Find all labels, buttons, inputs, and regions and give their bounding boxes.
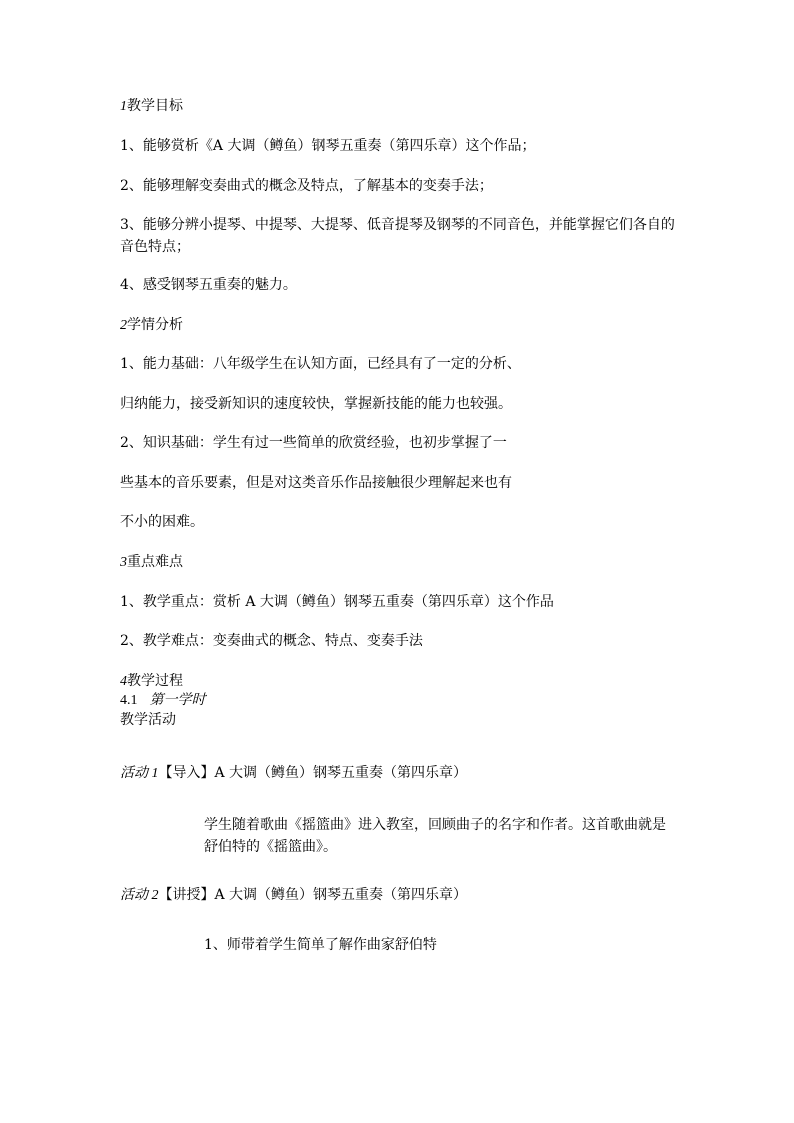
section-title: 教学过程 <box>127 673 183 689</box>
subsection-number: 4.1 <box>120 693 138 708</box>
activity-label: 活动 1 <box>120 766 159 781</box>
subsection-title: 第一学时 <box>149 693 206 708</box>
activity-2-body: 1、师带着学生简单了解作曲家舒伯特 <box>204 937 437 953</box>
section-title: 学情分析 <box>127 317 183 333</box>
activity-1-body: 学生随着歌曲《摇篮曲》进入教室，回顾曲子的名字和作者。这首歌曲就是舒伯特的《摇篮曲》。 <box>204 817 666 855</box>
activities-heading: 教学活动 <box>120 712 176 728</box>
keypoint-line: 2、教学难点：变奏曲式的概念、特点、变奏手法 <box>120 633 423 649</box>
analysis-line: 归纳能力，接受新知识的速度较快，掌握新技能的能力也较强。 <box>120 396 512 412</box>
goal-item: 2、能够理解变奏曲式的概念及特点，了解基本的变奏手法； <box>120 178 493 194</box>
activity-label: 活动 2 <box>120 888 159 903</box>
section-title: 重点难点 <box>127 554 183 570</box>
activity-title: A 大调（鳟鱼）钢琴五重奏（第四乐章） <box>214 765 468 781</box>
activity-tag: 【导入】 <box>158 765 215 781</box>
analysis-line: 些基本的音乐要素，但是对这类音乐作品接触很少理解起来也有 <box>120 475 512 491</box>
section-number: 3 <box>120 555 127 570</box>
section-number: 4 <box>120 674 127 689</box>
section-heading-teaching-process <box>120 672 183 691</box>
subsection-heading <box>120 691 206 710</box>
activity-1-heading <box>120 764 467 783</box>
section-title: 教学目标 <box>127 98 183 114</box>
section-heading-learner-analysis <box>120 316 183 335</box>
goal-item: 1、能够赏析《A 大调（鳟鱼）钢琴五重奏（第四乐章）这个作品； <box>120 138 536 154</box>
section-number: 2 <box>120 318 127 333</box>
goal-item: 4、感受钢琴五重奏的魅力。 <box>120 277 297 293</box>
section-heading-key-points <box>120 553 183 572</box>
keypoint-line: 1、教学重点：赏析 A 大调（鳟鱼）钢琴五重奏（第四乐章）这个作品 <box>120 594 554 610</box>
goal-item: 3、能够分辨小提琴、中提琴、大提琴、低音提琴及钢琴的不同音色，并能掌握它们各自的音色特点； <box>120 217 675 255</box>
section-heading-teaching-goals <box>120 97 183 116</box>
analysis-line: 不小的困难。 <box>120 514 204 530</box>
analysis-line: 1、能力基础：八年级学生在认知方面，已经具有了一定的分析、 <box>120 356 521 372</box>
activity-title: A 大调（鳟鱼）钢琴五重奏（第四乐章） <box>214 887 468 903</box>
activity-tag: 【讲授】 <box>158 887 215 903</box>
activity-2-heading <box>120 886 467 905</box>
section-number: 1 <box>120 99 127 114</box>
analysis-line: 2、知识基础：学生有过一些简单的欣赏经验，也初步掌握了一 <box>120 435 507 451</box>
